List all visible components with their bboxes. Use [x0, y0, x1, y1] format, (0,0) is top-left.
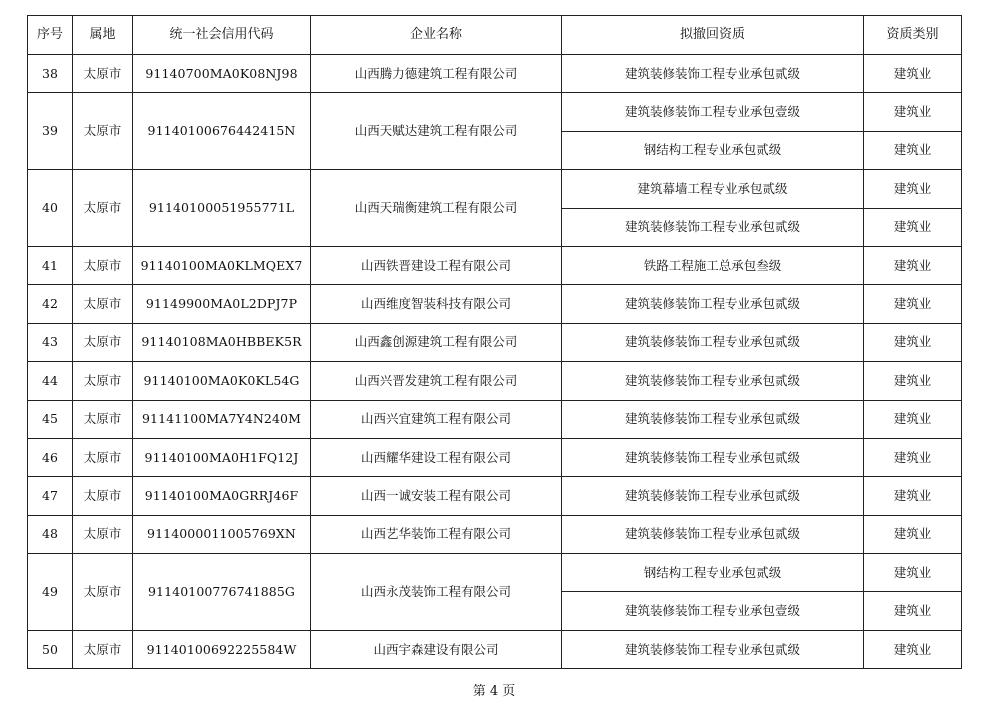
cell-qualification: 建筑装修装饰工程专业承包贰级 [562, 630, 864, 668]
table-row [28, 515, 962, 553]
cell-company-name: 山西宇森建设有限公司 [311, 630, 562, 668]
table-row [28, 246, 962, 284]
cell-credit-code: 91141100MA7Y4N240M [133, 400, 311, 438]
cell-qualification: 建筑装修装饰工程专业承包贰级 [562, 208, 864, 246]
table-row [28, 438, 962, 476]
cell-credit-code: 91140100676442415N [133, 93, 311, 170]
header-region: 属地 [73, 16, 133, 55]
cell-credit-code: 91149900MA0L2DPJ7P [133, 285, 311, 323]
cell-qualification: 钢结构工程专业承包贰级 [562, 554, 864, 592]
page-number: 第 4 页 [472, 684, 516, 699]
header-credit-code: 统一社会信用代码 [133, 16, 311, 55]
cell-qualification-type: 建筑业 [864, 246, 962, 284]
cell-no: 48 [28, 515, 73, 553]
cell-qualification-type: 建筑业 [864, 477, 962, 515]
cell-company-name: 山西艺华装饰工程有限公司 [311, 515, 562, 553]
table-row [28, 323, 962, 361]
header-company-name: 企业名称 [311, 16, 562, 55]
cell-qualification: 建筑装修装饰工程专业承包壹级 [562, 592, 864, 630]
cell-no: 39 [28, 93, 73, 170]
cell-no: 42 [28, 285, 73, 323]
cell-region: 太原市 [73, 170, 133, 247]
header-qualification: 拟撤回资质 [562, 16, 864, 55]
cell-region: 太原市 [73, 323, 133, 361]
cell-region: 太原市 [73, 630, 133, 668]
cell-qualification: 建筑装修装饰工程专业承包壹级 [562, 93, 864, 131]
cell-qualification: 建筑装修装饰工程专业承包贰级 [562, 285, 864, 323]
cell-no: 50 [28, 630, 73, 668]
cell-region: 太原市 [73, 554, 133, 631]
header-no: 序号 [28, 16, 73, 55]
cell-qualification-type: 建筑业 [864, 93, 962, 131]
cell-qualification: 钢结构工程专业承包贰级 [562, 131, 864, 169]
cell-qualification: 建筑装修装饰工程专业承包贰级 [562, 362, 864, 400]
cell-qualification-type: 建筑业 [864, 131, 962, 169]
cell-credit-code: 91140100776741885G [133, 554, 311, 631]
cell-company-name: 山西维度智装科技有限公司 [311, 285, 562, 323]
cell-credit-code: 91140100MA0K0KL54G [133, 362, 311, 400]
cell-qualification-type: 建筑业 [864, 170, 962, 208]
cell-region: 太原市 [73, 515, 133, 553]
cell-qualification: 建筑装修装饰工程专业承包贰级 [562, 515, 864, 553]
header-row [28, 16, 962, 55]
table-row [28, 362, 962, 400]
header-qualification-type: 资质类别 [864, 16, 962, 55]
cell-company-name: 山西天瑞衡建筑工程有限公司 [311, 170, 562, 247]
cell-company-name: 山西鑫创源建筑工程有限公司 [311, 323, 562, 361]
table-body [28, 55, 962, 669]
cell-region: 太原市 [73, 438, 133, 476]
cell-no: 41 [28, 246, 73, 284]
cell-no: 40 [28, 170, 73, 247]
cell-qualification-type: 建筑业 [864, 438, 962, 476]
cell-credit-code: 91140100MA0GRRJ46F [133, 477, 311, 515]
cell-company-name: 山西一诚安装工程有限公司 [311, 477, 562, 515]
cell-credit-code: 91140100051955771L [133, 170, 311, 247]
cell-qualification-type: 建筑业 [864, 208, 962, 246]
cell-qualification-type: 建筑业 [864, 515, 962, 553]
cell-qualification: 建筑装修装饰工程专业承包贰级 [562, 323, 864, 361]
cell-region: 太原市 [73, 477, 133, 515]
cell-region: 太原市 [73, 55, 133, 93]
cell-qualification-type: 建筑业 [864, 323, 962, 361]
table-row [28, 630, 962, 668]
cell-region: 太原市 [73, 362, 133, 400]
table-row [28, 477, 962, 515]
cell-qualification: 建筑幕墙工程专业承包贰级 [562, 170, 864, 208]
cell-qualification: 建筑装修装饰工程专业承包贰级 [562, 55, 864, 93]
cell-no: 49 [28, 554, 73, 631]
cell-qualification: 建筑装修装饰工程专业承包贰级 [562, 477, 864, 515]
cell-no: 43 [28, 323, 73, 361]
cell-company-name: 山西天赋达建筑工程有限公司 [311, 93, 562, 170]
cell-no: 47 [28, 477, 73, 515]
cell-qualification-type: 建筑业 [864, 285, 962, 323]
cell-region: 太原市 [73, 246, 133, 284]
cell-company-name: 山西兴晋发建筑工程有限公司 [311, 362, 562, 400]
table-row [28, 55, 962, 93]
cell-no: 38 [28, 55, 73, 93]
table-row [28, 93, 962, 131]
cell-region: 太原市 [73, 93, 133, 170]
cell-credit-code: 9114000011005769XN [133, 515, 311, 553]
cell-qualification-type: 建筑业 [864, 592, 962, 630]
cell-company-name: 山西腾力德建筑工程有限公司 [311, 55, 562, 93]
cell-qualification-type: 建筑业 [864, 400, 962, 438]
cell-no: 46 [28, 438, 73, 476]
cell-qualification: 建筑装修装饰工程专业承包贰级 [562, 438, 864, 476]
cell-company-name: 山西兴宜建筑工程有限公司 [311, 400, 562, 438]
cell-credit-code: 91140108MA0HBBEK5R [133, 323, 311, 361]
cell-no: 44 [28, 362, 73, 400]
cell-qualification-type: 建筑业 [864, 362, 962, 400]
table-row [28, 554, 962, 592]
cell-region: 太原市 [73, 400, 133, 438]
cell-qualification-type: 建筑业 [864, 630, 962, 668]
cell-company-name: 山西永茂装饰工程有限公司 [311, 554, 562, 631]
table-row [28, 400, 962, 438]
cell-credit-code: 91140100692225584W [133, 630, 311, 668]
cell-company-name: 山西铁晋建设工程有限公司 [311, 246, 562, 284]
cell-qualification-type: 建筑业 [864, 554, 962, 592]
table-row [28, 170, 962, 208]
cell-qualification: 建筑装修装饰工程专业承包贰级 [562, 400, 864, 438]
cell-company-name: 山西耀华建设工程有限公司 [311, 438, 562, 476]
cell-credit-code: 91140100MA0KLMQEX7 [133, 246, 311, 284]
cell-credit-code: 91140700MA0K08NJ98 [133, 55, 311, 93]
qualification-table [27, 15, 962, 669]
cell-qualification: 铁路工程施工总承包叁级 [562, 246, 864, 284]
table-row [28, 285, 962, 323]
cell-credit-code: 91140100MA0H1FQ12J [133, 438, 311, 476]
cell-region: 太原市 [73, 285, 133, 323]
cell-qualification-type: 建筑业 [864, 55, 962, 93]
cell-no: 45 [28, 400, 73, 438]
